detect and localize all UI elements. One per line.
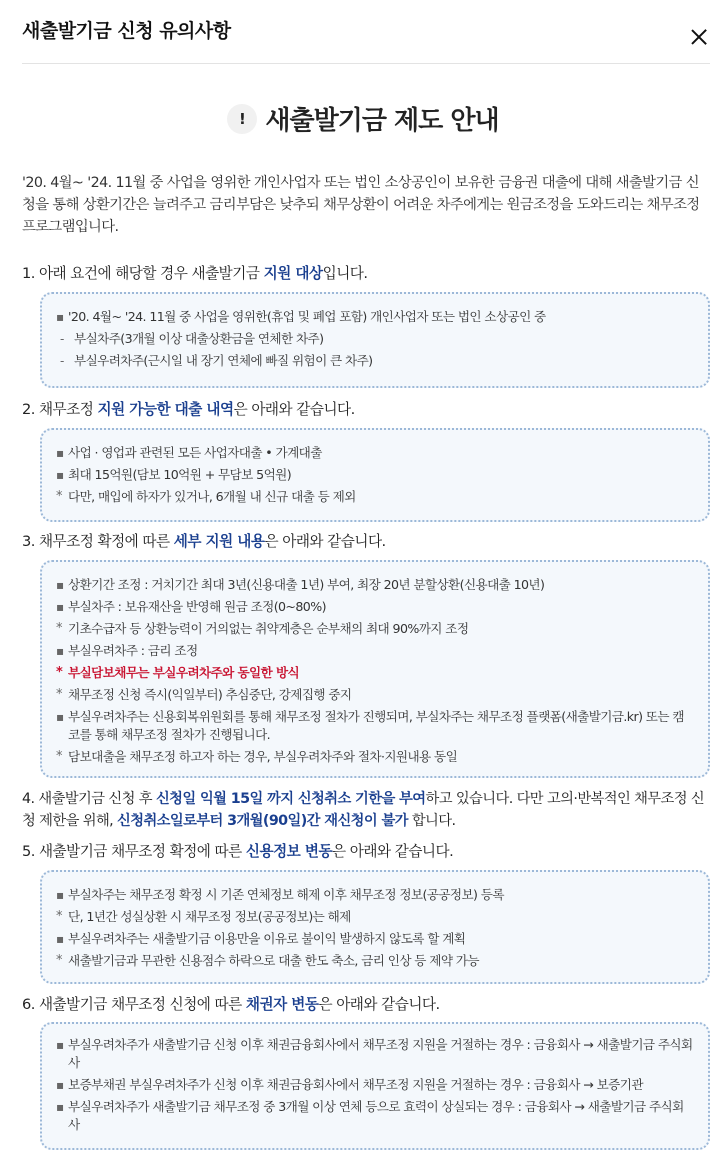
section-highlight: 지원 가능한 대출 내역 [97,401,234,418]
dash-icon: - [60,354,64,368]
section-6-box [40,1022,710,1150]
asterisk-icon: * [56,621,62,636]
item-text: 부실우려차주(근시일 내 장기 연체에 빠질 위험이 큰 차주) [74,353,373,368]
list-item [56,640,694,662]
asterisk-icon: * [56,665,63,680]
item-text: 채무조정 신청 즉시(익일부터) 추심중단, 강제집행 중지 [68,687,352,702]
section-number: 1. [22,265,35,282]
list-item [56,442,694,464]
section-3-title [22,530,386,551]
item-text: 부실차주는 채무조정 확정 시 기존 연체정보 해제 이후 채무조정 정보(공공정보) 등록 [68,887,504,902]
section-3-box [40,560,710,778]
item-text: 보증부채권 부실우려차주가 신청 이후 채권금융회사에서 채무조정 지원을 거절하는 경우 : 금융회사 → 보증기관 [68,1077,643,1092]
list-item [56,684,694,706]
section-5-box [40,870,710,984]
section-highlight: 신청취소일로부터 3개월(90일)간 재신청이 불가 [117,813,408,829]
section-text: 새출발기금 신청 후 [38,791,156,807]
dash-icon: - [60,332,64,346]
close-button[interactable] [686,26,712,52]
asterisk-icon: * [56,749,62,764]
section-2-box [40,428,710,522]
item-text: 부실우려차주 : 금리 조정 [68,643,198,658]
section-number: 3. [22,533,35,550]
item-text: 부실우려차주가 새출발기금 채무조정 중 3개월 이상 연체 등으로 효력이 상실되는 경우 : 금융회사 → 새출발기금 주식회사 [68,1099,684,1132]
section-text: 새출발기금 채무조정 확정에 따른 [38,843,246,860]
section-1-box [40,292,710,388]
section-text: 하고 있습니다. 다만 고의·반복적인 채무조정 신청 제한을 위해, [22,791,705,829]
list-item [56,884,694,906]
section-1-title [22,262,368,283]
section-highlight: 세부 지원 내용 [173,533,265,550]
bullet-icon: ▪ [56,578,64,592]
list-item [56,1036,694,1072]
section-text: 채무조정 확정에 따른 [38,533,174,550]
section-text: 입니다. [322,265,368,282]
item-text: 최대 15억원(담보 10억원 + 무담보 5억원) [68,467,292,482]
bullet-icon: ▪ [56,932,64,946]
list-item [56,350,694,372]
section-highlight: 신용정보 변동 [245,843,333,860]
list-item-warning [56,662,694,684]
modal-title: 새출발기금 신청 유의사항 [22,20,231,42]
asterisk-icon: * [56,953,62,968]
item-text: 다만, 매입에 하자가 있거나, 6개월 내 신규 대출 등 제외 [68,489,356,504]
section-highlight: 채권자 변동 [245,996,319,1013]
asterisk-icon: * [56,687,62,702]
section-highlight: 신청일 익월 15일 까지 신청취소 기한을 부여 [155,791,426,807]
item-text: 부실우려차주는 신용회복위원회를 통해 채무조정 절차가 진행되며, 부실차주는 채무조정 플랫폼(새출발기금.kr) 또는 캠코를 통해 채무조정 절차가 진행됩니다. [68,709,684,742]
heading-title: 새출발기금 제도 안내 [265,106,499,136]
bullet-icon: ▪ [56,446,64,460]
section-number: 6. [22,996,35,1013]
section-text: 합니다. [407,813,456,829]
list-item [56,928,694,950]
item-text: 부실우려차주가 새출발기금 신청 이후 채권금융회사에서 채무조정 지원을 거절하는 경우 : 금융회사 → 새출발기금 주식회사 [68,1037,693,1070]
bullet-icon: ▪ [56,644,64,658]
item-text: 부실담보채무는 부실우려차주와 동일한 방식 [68,665,300,680]
header-divider [22,63,710,64]
item-text: 기초수급자 등 상환능력이 거의없는 취약계층은 순부채의 최대 90%까지 조정 [68,621,469,636]
section-number: 4. [22,791,35,807]
list-item [56,1098,694,1134]
bullet-icon: ▪ [56,600,64,614]
section-text: 새출발기금 채무조정 신청에 따른 [38,996,246,1013]
list-item [56,1076,694,1094]
item-text: 부실차주(3개월 이상 대출상환금을 연체한 차주) [74,331,324,346]
bullet-icon: ▪ [56,1038,64,1052]
item-text: 단, 1년간 성실상환 시 채무조정 정보(공공정보)는 해제 [68,909,351,924]
section-4-paragraph [22,788,712,832]
section-2-title [22,398,355,419]
item-text: 부실차주 : 보유재산을 반영해 원금 조정(0~80%) [68,599,326,614]
item-text: 담보대출을 채무조정 하고자 하는 경우, 부실우려차주와 절차·지원내용 동일 [68,749,458,764]
section-highlight: 지원 대상 [263,265,323,282]
section-text: 아래 요건에 해당할 경우 새출발기금 [38,265,264,282]
list-item [56,306,694,328]
bullet-icon: ▪ [56,1078,64,1092]
section-6-title [22,993,440,1014]
list-item [56,708,694,744]
bullet-icon: ▪ [56,710,64,724]
item-text: 새출발기금과 무관한 신용점수 하락으로 대출 한도 축소, 금리 인상 등 제약 가능 [68,953,479,968]
section-text: 채무조정 [38,401,98,418]
item-text: '20. 4월~ '24. 11월 중 사업을 영위한(휴업 및 폐업 포함) 개인사업자 또는 법인 소상공인 중 [68,309,546,324]
list-item [56,486,694,508]
list-item [56,746,694,768]
list-item [56,328,694,350]
bullet-icon: ▪ [56,1100,64,1114]
bullet-icon: ▪ [56,468,64,482]
bullet-icon: ▪ [56,888,64,902]
section-text: 은 아래와 같습니다. [264,533,386,550]
section-text: 은 아래와 같습니다. [332,843,454,860]
section-number: 2. [22,401,35,418]
bullet-icon: ▪ [56,310,64,324]
notice-heading [0,100,726,137]
item-text: 상환기간 조정 : 거치기간 최대 3년(신용대출 1년) 부여, 최장 20년 분할상환(신용대출 10년) [68,577,545,592]
section-text: 은 아래와 같습니다. [233,401,355,418]
modal-header [0,0,726,64]
item-text: 부실우려차주는 새출발기금 이용만을 이유로 불이익 발생하지 않도록 할 계획 [68,931,466,946]
intro-paragraph: '20. 4월~ '24. 11월 중 사업을 영위한 개인사업자 또는 법인 소상공인이 보유한 금융권 대출에 대해 새출발기금 신청을 통해 상환기간은 늘려주고 금리부담은 낮추되 채무상환이 어려운 차주에게는 원금조정을 도와드리는 채무조정 프로그램입니다. [22,175,700,235]
list-item [56,618,694,640]
asterisk-icon: * [56,909,62,924]
list-item [56,906,694,928]
list-item [56,574,694,596]
asterisk-icon: * [56,489,62,504]
list-item [56,596,694,618]
list-item [56,464,694,486]
section-text: 은 아래와 같습니다. [318,996,440,1013]
list-item [56,950,694,972]
item-text: 사업 · 영업과 관련된 모든 사업자대출 • 가계대출 [68,445,322,460]
section-5-title [22,840,453,861]
exclamation-icon: ! [227,104,257,134]
section-number: 5. [22,843,35,860]
